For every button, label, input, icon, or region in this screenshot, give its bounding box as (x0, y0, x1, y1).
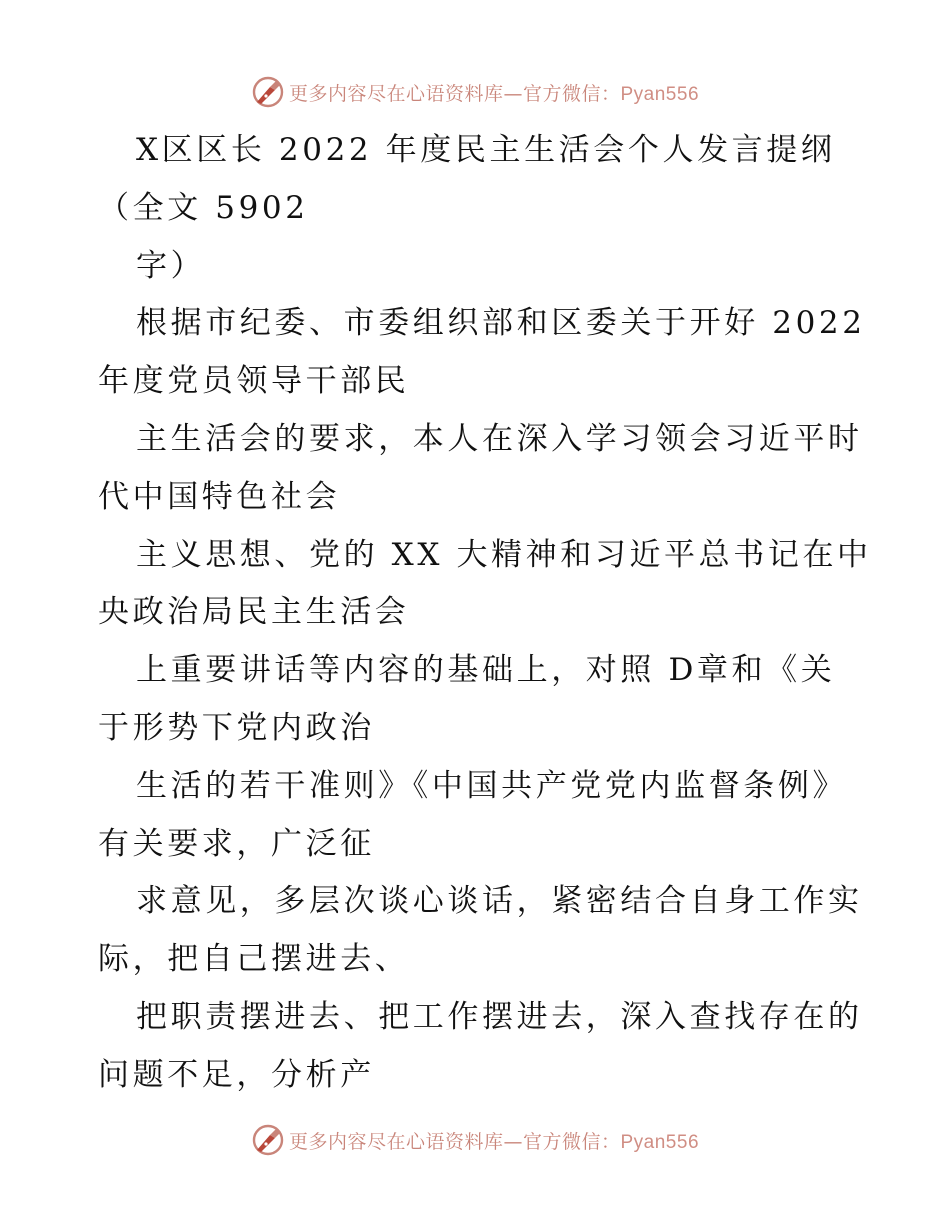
watermark-text: 更多内容尽在心语资料库—官方微信：Pyan556 (288, 82, 700, 105)
paragraph-line: 央政治局民主生活会 (98, 594, 410, 631)
pen-nib-logo-icon (251, 75, 285, 109)
header-watermark (0, 72, 950, 112)
paragraph-line: 问题不足，分析产 (98, 1056, 375, 1093)
paragraph-line: 上重要讲话等内容的基础上，对照 D章和《关 (136, 652, 836, 689)
paragraph-line: 主义思想、党的 XX 大精神和习近平总书记在中 (136, 536, 872, 573)
document-title-line-3: 字） (136, 247, 206, 284)
paragraph-line: 年度党员领导干部民 (98, 363, 410, 400)
paragraph-line: 有关要求，广泛征 (98, 825, 375, 862)
footer-watermark (0, 1120, 950, 1160)
paragraph-line: 根据市纪委、市委组织部和区委关于开好 2022 (136, 305, 866, 342)
paragraph-line: 际，把自己摆进去、 (98, 941, 410, 978)
paragraph-line: 于形势下党内政治 (98, 709, 375, 746)
document-body (98, 122, 872, 1105)
paragraph-line: 求意见，多层次谈心谈话，紧密结合自身工作实 (136, 883, 863, 920)
paragraph-line: 代中国特色社会 (98, 478, 341, 515)
document-title-line-1: X区区长 2022 年度民主生活会个人发言提纲 (136, 132, 836, 168)
pen-nib-logo-icon (251, 1123, 285, 1157)
document-title-line-2: （全文 5902 (98, 189, 309, 226)
watermark-text: 更多内容尽在心语资料库—官方微信：Pyan556 (288, 1130, 700, 1153)
paragraph-line: 生活的若干准则》《中国共产党党内监督条例》 (136, 767, 848, 804)
paragraph-line: 把职责摆进去、把工作摆进去，深入查找存在的 (136, 998, 863, 1035)
paragraph-line: 主生活会的要求，本人在深入学习领会习近平时 (136, 420, 863, 457)
